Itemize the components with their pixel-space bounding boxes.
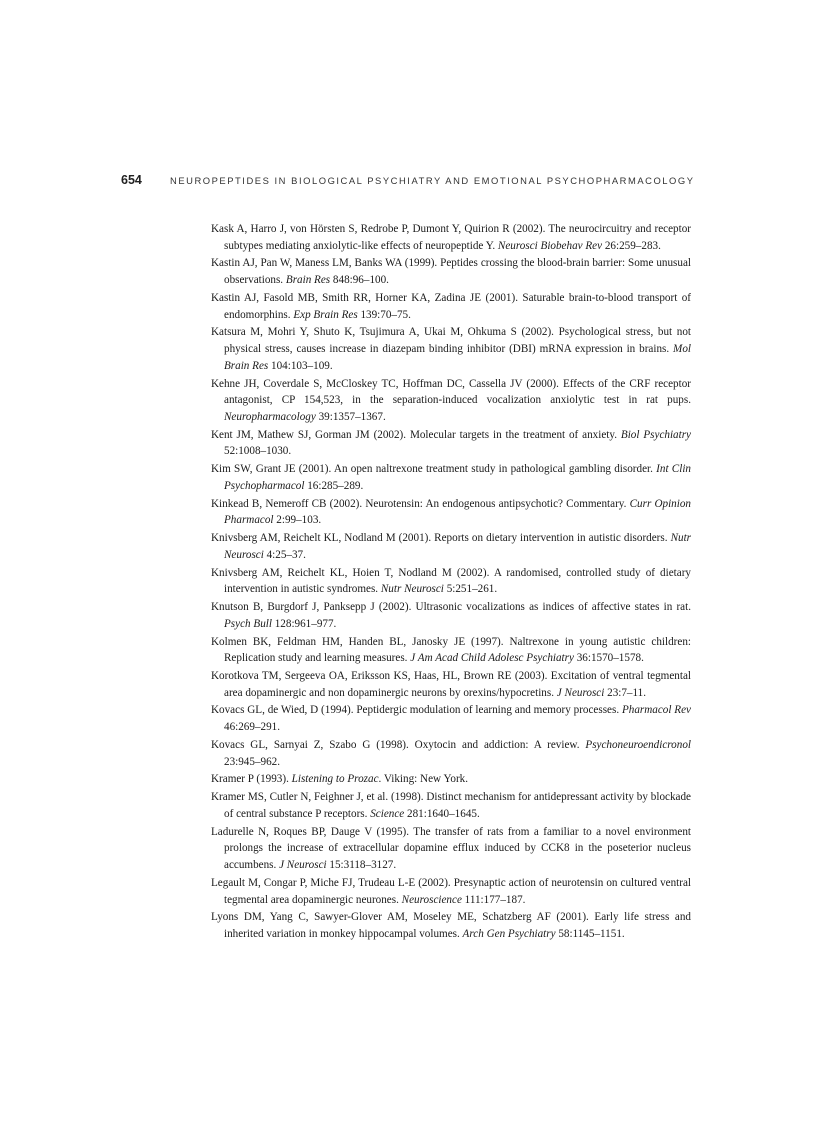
- reference-entry: [211, 496, 691, 529]
- reference-text: Korotkova TM, Sergeeva OA, Eriksson KS, Haas, HL, Brown RE (2003). Excitation of ventral tegmental area dopaminergic and non dopaminergic neurons by orexins/hypocretins.: [211, 670, 691, 699]
- reference-entry: [211, 324, 691, 374]
- reference-citation: 16:285–289.: [304, 479, 364, 492]
- reference-citation: 46:269–291.: [224, 721, 281, 734]
- reference-text: Knutson B, Burgdorf J, Panksepp J (2002). Ultrasonic vocalizations as indices of affective states in rat.: [211, 601, 691, 614]
- journal-title: Int Clin Psychopharmacol: [224, 463, 691, 492]
- reference-citation: 58:1145–1151.: [555, 927, 625, 940]
- reference-text: Kovacs GL, de Wied, D (1994). Peptidergic modulation of learning and memory processes.: [211, 704, 622, 717]
- reference-entry: [211, 530, 691, 563]
- reference-citation: 104:103–109.: [268, 359, 333, 372]
- reference-citation: 128:961–977.: [271, 617, 337, 630]
- reference-entry: [211, 255, 691, 288]
- reference-entry: [211, 221, 691, 254]
- reference-text: Kolmen BK, Feldman HM, Handen BL, Janosky JE (1997). Naltrexone in young autistic children: Replication study and learning measures.: [211, 635, 691, 665]
- reference-citation: . Viking: New York.: [378, 773, 469, 786]
- journal-title: Brain Res: [285, 274, 331, 287]
- reference-entry: [211, 789, 691, 822]
- reference-text: Knivsberg AM, Reichelt KL, Nodland M (2001). Reports on dietary intervention in autistic disorders.: [211, 532, 671, 545]
- reference-entry: [211, 737, 691, 770]
- reference-text: Kinkead B, Nemeroff CB (2002). Neurotensin: An endogenous antipsychotic? Commentary.: [211, 497, 630, 510]
- reference-entry: [211, 376, 691, 426]
- reference-text: Kask A, Harro J, von Hörsten S, Redrobe P, Dumont Y, Quirion R (2002). The neurocircuitry and receptor subtypes mediating anxiolytic-like effects of neuropeptide Y.: [211, 223, 691, 252]
- reference-entry: [211, 771, 691, 788]
- reference-text: Kovacs GL, Sarnyai Z, Szabo G (1998). Oxytocin and addiction: A review.: [211, 738, 586, 751]
- reference-citation: 139:70–75.: [357, 308, 411, 321]
- journal-title: Nutr Neurosci: [224, 532, 691, 561]
- reference-citation: 111:177–187.: [461, 893, 526, 906]
- reference-citation: 848:96–100.: [330, 274, 389, 287]
- reference-entry: [211, 427, 691, 460]
- journal-title: Arch Gen Psychiatry: [462, 927, 556, 940]
- reference-entry: [211, 875, 691, 908]
- reference-citation: 36:1570–1578.: [573, 652, 644, 665]
- journal-title: J Neurosci: [556, 686, 605, 699]
- journal-title: Mol Brain Res: [224, 343, 691, 372]
- reference-entry: [211, 461, 691, 494]
- journal-title: Psychoneuroendicronol: [585, 738, 691, 751]
- journal-title: Pharmacol Rev: [621, 704, 691, 717]
- reference-citation: 2:99–103.: [273, 514, 322, 527]
- reference-text: Ladurelle N, Roques BP, Dauge V (1995). The transfer of rats from a familiar to a novel environment prolongs the increase of extracellular dopamine efflux induced by CCK8 in the poseterior nucleus accumbens.: [211, 825, 691, 872]
- journal-title: Exp Brain Res: [293, 308, 358, 321]
- reference-citation: 4:25–37.: [263, 548, 306, 561]
- reference-text: Kastin AJ, Fasold MB, Smith RR, Horner KA, Zadina JE (2001). Saturable brain-to-blood transport of endomorphins.: [211, 291, 691, 321]
- running-title: NEUROPEPTIDES IN BIOLOGICAL PSYCHIATRY AND EMOTIONAL PSYCHOPHARMACOLOGY: [170, 175, 695, 186]
- reference-entry: [211, 824, 691, 874]
- reference-citation: 23:7–11.: [604, 686, 647, 699]
- reference-citation: 26:259–283.: [602, 239, 661, 252]
- page-header: [121, 172, 701, 188]
- reference-entry: [211, 290, 691, 323]
- reference-entry: [211, 668, 691, 701]
- page-number: 654: [121, 173, 142, 187]
- journal-title: Biol Psychiatry: [620, 428, 692, 441]
- journal-title: J Neurosci: [279, 859, 327, 872]
- journal-title: Psych Bull: [224, 617, 272, 630]
- journal-title: Science: [370, 807, 405, 820]
- journal-title: Neuroscience: [401, 893, 462, 906]
- reference-text: Legault M, Congar P, Miche FJ, Trudeau L-E (2002). Presynaptic action of neurotensin on cultured ventral tegmental area dopaminergic neurones.: [211, 876, 691, 906]
- reference-text: Lyons DM, Yang C, Sawyer-Glover AM, Moseley ME, Schatzberg AF (2001). Early life stress and inherited variation in monkey hippocampal volumes.: [211, 911, 691, 940]
- reference-text: Kramer MS, Cutler N, Feighner J, et al. (1998). Distinct mechanism for antidepressant activity by blockade of central substance P receptors.: [211, 791, 691, 820]
- reference-entry: [211, 909, 691, 942]
- reference-text: Kent JM, Mathew SJ, Gorman JM (2002). Molecular targets in the treatment of anxiety.: [211, 428, 621, 441]
- journal-title: Curr Opinion Pharmacol: [224, 497, 691, 527]
- reference-list: [211, 221, 691, 944]
- reference-entry: [211, 634, 691, 667]
- reference-text: Kehne JH, Coverdale S, McCloskey TC, Hoffman DC, Cassella JV (2000). Effects of the CRF receptor antagonist, CP 154,523, in the separation-induced vocalization anxiolytic test in rat pups.: [211, 377, 691, 407]
- journal-title: Neuropharmacology: [224, 410, 316, 423]
- reference-citation: 52:1008–1030.: [224, 445, 292, 458]
- journal-title: Neurosci Biobehav Rev: [497, 239, 603, 252]
- reference-citation: 5:251–261.: [443, 583, 498, 596]
- reference-entry: [211, 702, 691, 735]
- reference-citation: 23:945–962.: [224, 755, 281, 768]
- journal-title: Nutr Neurosci: [380, 583, 444, 596]
- reference-text: Knivsberg AM, Reichelt KL, Hoien T, Nodland M (2002). A randomised, controlled study of dietary intervention in autistic syndromes.: [211, 566, 691, 596]
- reference-entry: [211, 565, 691, 598]
- reference-text: Kim SW, Grant JE (2001). An open naltrexone treatment study in pathological gambling disorder.: [211, 463, 657, 476]
- reference-entry: [211, 599, 691, 632]
- reference-citation: 15:3118–3127.: [326, 859, 397, 872]
- reference-citation: 39:1357–1367.: [315, 410, 386, 423]
- reference-text: Katsura M, Mohri Y, Shuto K, Tsujimura A, Ukai M, Ohkuma S (2002). Psychological stress, but not physical stress, causes increase in diazepam binding inhibitor (DBI) mRNA expression in brains.: [211, 326, 691, 356]
- reference-citation: 281:1640–1645.: [404, 807, 480, 820]
- reference-text: Kastin AJ, Pan W, Maness LM, Banks WA (1999). Peptides crossing the blood-brain barrier: Some unusual observations.: [211, 257, 691, 287]
- reference-text: Kramer P (1993).: [211, 773, 292, 786]
- journal-title: J Am Acad Child Adolesc Psychiatry: [410, 652, 574, 665]
- book-title: Listening to Prozac: [291, 773, 379, 786]
